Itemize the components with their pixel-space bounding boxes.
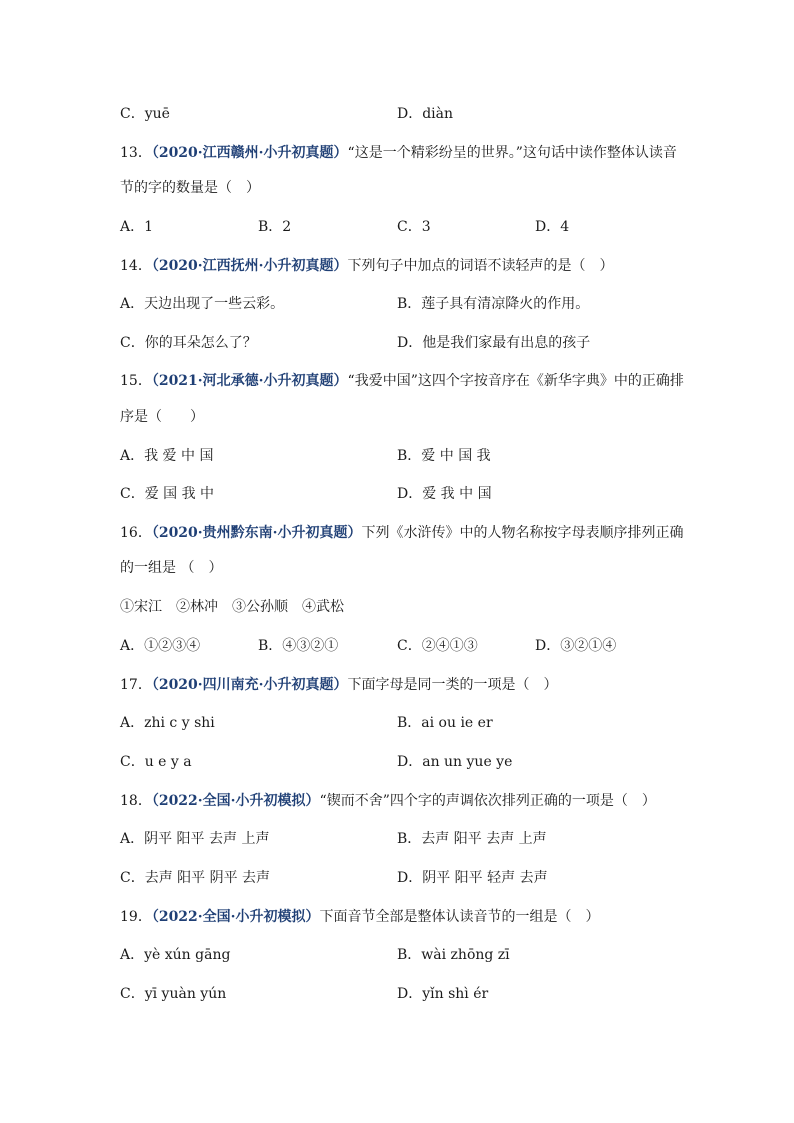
question-13 <box>120 143 677 163</box>
option-b: B．④③②① <box>258 638 339 654</box>
option-b: B．2 <box>258 219 292 235</box>
option-a: A．zhi c y shi <box>120 715 215 731</box>
option-a: A．yè xún gāng <box>120 947 231 963</box>
question-14 <box>120 256 674 276</box>
question-text: 下面音节全部是整体认读音节的一组是（ ） <box>319 909 600 925</box>
question-source: （2020·江西抚州·小升初真题） <box>151 258 348 274</box>
question-15 <box>120 371 684 391</box>
option-c: C．爱 国 我 中 <box>120 486 215 502</box>
question-number: 15． <box>120 373 152 389</box>
question-source: （2021·河北承德·小升初真题） <box>151 373 348 389</box>
option-a: A．天边出现了一些云彩。 <box>120 296 285 312</box>
question-text: “我爱中国”这四个字按音序在《新华字典》中的正确排 <box>347 373 684 389</box>
question-source: （2022·全国·小升初模拟） <box>151 909 320 925</box>
option-a: A．我 爱 中 国 <box>120 448 214 464</box>
option-b: B．wài zhōng zī <box>397 947 510 963</box>
option-c: C．yī yuàn yún <box>120 986 227 1002</box>
question-16-continued: 的一组是 （ ） <box>120 560 223 576</box>
question-number: 18． <box>120 793 152 809</box>
option-b: B．爱 中 国 我 <box>397 448 491 464</box>
question-19 <box>120 907 674 927</box>
option-a: A．1 <box>120 219 154 235</box>
question-text: “这是一个精彩纷呈的世界。”这句话中读作整体认读音 <box>347 145 677 161</box>
question-13-continued: 节的字的数量是（ ） <box>120 180 260 196</box>
option-b: B．去声 阳平 去声 上声 <box>397 831 547 847</box>
question-text: 下列《水浒传》中的人物名称按字母表顺序排列正确 <box>361 525 684 541</box>
option-d: D．他是我们家最有出息的孩子 <box>397 335 591 351</box>
option-d: D．爱 我 中 国 <box>397 486 492 502</box>
question-source: （2020·江西赣州·小升初真题） <box>151 145 348 161</box>
option-a: A．阴平 阳平 去声 上声 <box>120 831 270 847</box>
question-text: 下列句子中加点的词语不读轻声的是（ ） <box>347 258 614 274</box>
option-d: D．③②①④ <box>535 638 617 654</box>
option-d: D．4 <box>535 219 570 235</box>
option-d: D．阴平 阳平 轻声 去声 <box>397 870 548 886</box>
question-number: 13． <box>120 145 152 161</box>
option-c: C．②④①③ <box>397 638 478 654</box>
character-list: ①宋江 ②林冲 ③公孙顺 ④武松 <box>120 599 344 615</box>
option-d: D．an un yue ye <box>397 754 513 770</box>
question-18 <box>120 791 674 811</box>
option-b: B．ai ou ie er <box>397 715 493 731</box>
option-c: C．3 <box>397 219 431 235</box>
option-c: C．你的耳朵怎么了？ <box>120 335 257 351</box>
option-c: C．yuē <box>120 106 170 122</box>
option-c: C．去声 阳平 阴平 去声 <box>120 870 271 886</box>
question-number: 16． <box>120 525 152 541</box>
question-text: 下面字母是同一类的一项是（ ） <box>347 677 558 693</box>
option-d: D．yǐn shì ér <box>397 986 489 1002</box>
option-d: D．diàn <box>397 106 454 122</box>
question-source: （2020·贵州黔东南·小升初真题） <box>151 525 362 541</box>
question-text: “锲而不舍”四个字的声调依次排列正确的一项是（ ） <box>319 793 656 809</box>
option-a: A．①②③④ <box>120 638 201 654</box>
question-number: 17． <box>120 677 152 693</box>
option-c: C．u e y a <box>120 754 192 770</box>
question-source: （2020·四川南充·小升初真题） <box>151 677 348 693</box>
question-source: （2022·全国·小升初模拟） <box>151 793 320 809</box>
question-17 <box>120 675 674 695</box>
question-number: 14． <box>120 258 152 274</box>
question-16 <box>120 523 684 543</box>
question-15-continued: 序是（ ） <box>120 409 204 425</box>
question-number: 19． <box>120 909 152 925</box>
option-b: B．莲子具有清凉降火的作用。 <box>397 296 590 312</box>
